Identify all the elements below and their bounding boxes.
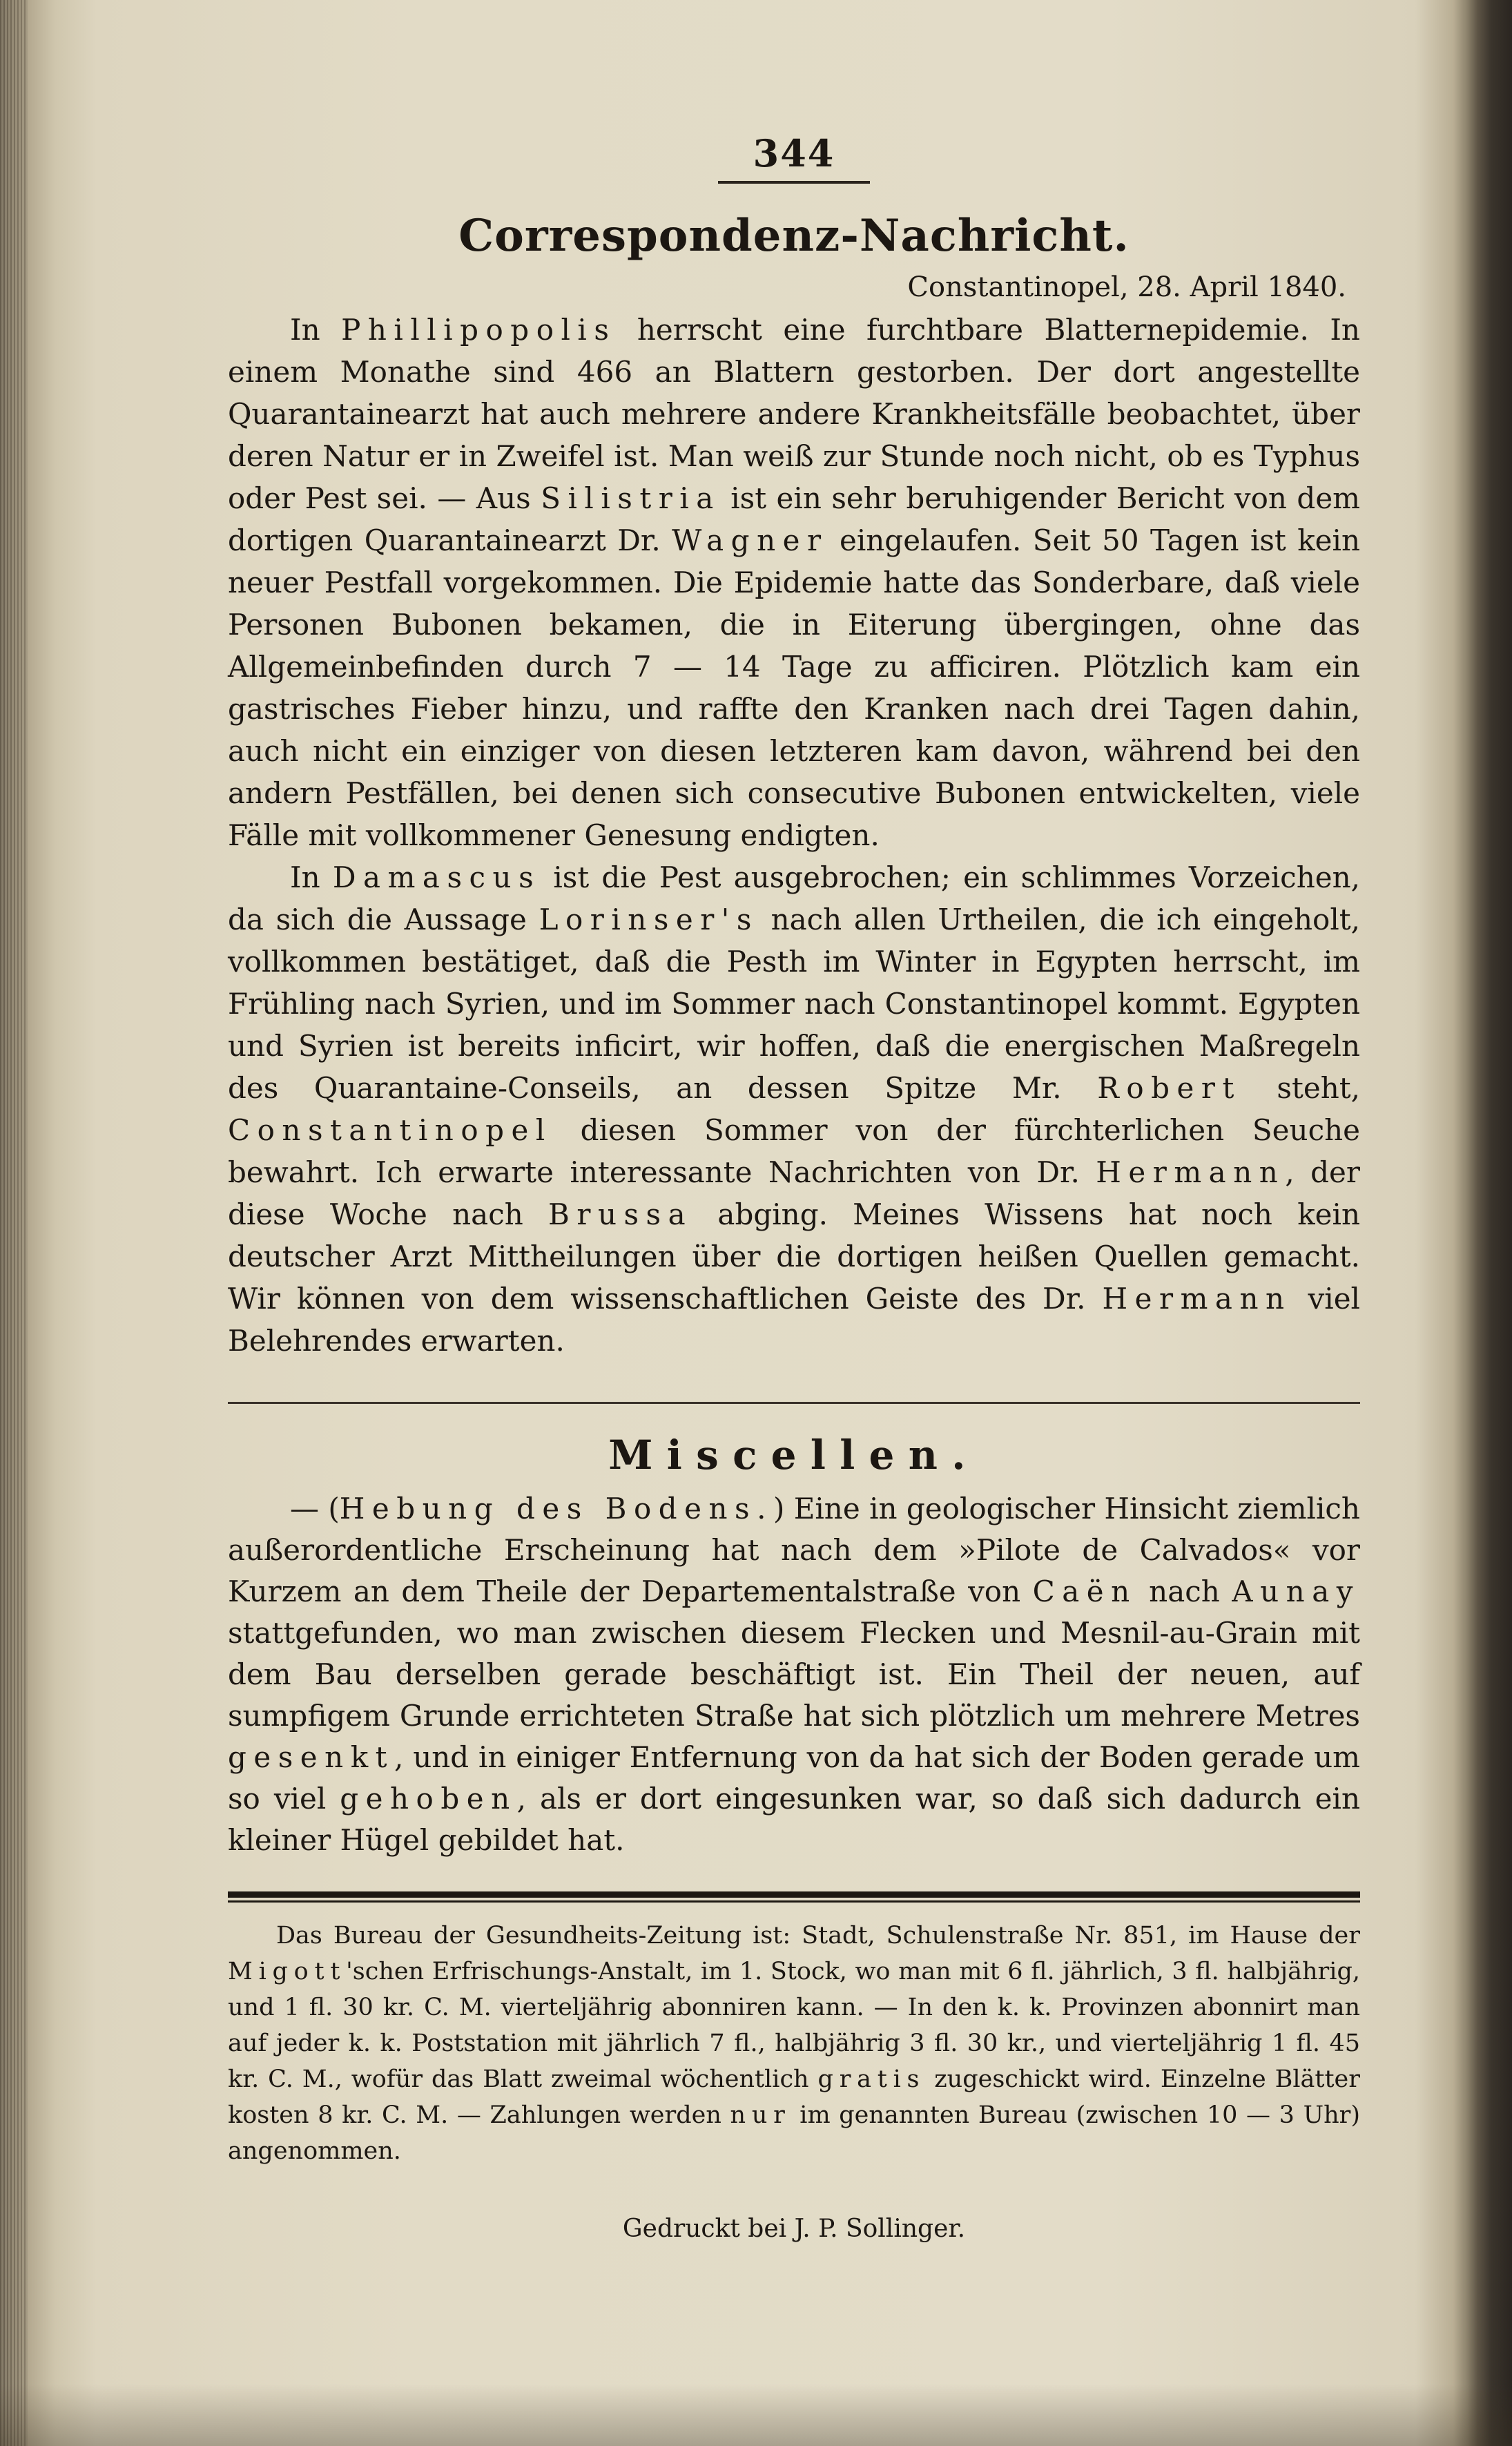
footer-thick-rule bbox=[228, 1891, 1360, 1898]
spaced-name-lorinser: Lorinser's bbox=[539, 903, 759, 936]
text-run: ist die Pest ausgebrochen; ein schlimmes Vorzeichen, da sich die Aussage bbox=[228, 860, 1361, 936]
miscellen-paragraph bbox=[228, 1488, 1360, 1861]
miscellen-title: Miscellen. bbox=[608, 1432, 980, 1479]
spaced-name-damascus: Damascus bbox=[332, 860, 541, 894]
article-dateline: Constantinopel, 28. April 1840. bbox=[907, 271, 1346, 303]
text-run: , der diese Woche nach bbox=[228, 1155, 1360, 1231]
text-run: , als er dort eingesunken war, so daß sich dadurch ein kleiner Hügel gebildet hat. bbox=[228, 1782, 1360, 1857]
text-run: im genannten Bureau (zwischen 10 — 3 Uhr) angenommen. bbox=[228, 2101, 1360, 2165]
subscription-paragraph bbox=[228, 1918, 1360, 2169]
text-run: steht, bbox=[1241, 1071, 1360, 1105]
text-run: abging. Meines Wissens hat noch kein deutscher Arzt Mittheilungen über die dortigen heißen Quellen gemacht. Wir können von dem wissenschaftlichen Geiste des Dr. bbox=[228, 1197, 1360, 1316]
article-body bbox=[228, 309, 1360, 1362]
text-run: nach bbox=[1136, 1575, 1232, 1608]
spaced-word-nur: nur bbox=[730, 2101, 791, 2129]
text-run: nach allen Urtheilen, die ich eingeholt, vollkommen bestätiget, daß die Pesth im Winter in Egypten herrscht, im Frühling nach Syrien, und im Sommer nach Constantinopel kommt. Egypten und Syrien ist bereits inficirt, wir hoffen, daß die energischen Maßregeln des Quarantaine-Conseils, an dessen Spitze Mr. bbox=[228, 903, 1360, 1105]
spaced-name-hermann: Hermann bbox=[1096, 1155, 1286, 1189]
text-run: ) Eine in geologischer Hinsicht ziemlich außerordentliche Erscheinung hat nach dem »Pilote de Calvados« vor Kurzem an dem Theile der Departementalstraße von bbox=[228, 1492, 1360, 1608]
bottom-shadow bbox=[0, 2384, 1512, 2446]
spaced-name-robert: Robert bbox=[1097, 1071, 1241, 1105]
spaced-name-phillipopolis: Phillipopolis bbox=[341, 313, 617, 347]
text-run: , und in einiger Entfernung von da hat sich der Boden gerade um so viel bbox=[228, 1740, 1360, 1816]
footer-thin-rule bbox=[228, 1900, 1360, 1903]
subscription-notice bbox=[228, 1918, 1360, 2169]
spaced-word-gratis: gratis bbox=[817, 2065, 926, 2093]
spaced-heading-hebung: Hebung des Bodens. bbox=[339, 1492, 773, 1525]
spaced-name-brussa: Brussa bbox=[548, 1197, 693, 1231]
page-number: 344 bbox=[718, 131, 870, 184]
text-run: zugeschickt wird. Einzelne Blätter kosten 8 kr. C. M. — Zahlungen werden bbox=[228, 2065, 1361, 2129]
spaced-name-wagner: Wagner bbox=[672, 523, 828, 557]
page-edge-stack bbox=[0, 0, 28, 2446]
spaced-name-silistria: Silistria bbox=[541, 481, 721, 515]
spaced-word-gesenkt: gesenkt bbox=[228, 1740, 395, 1774]
text-run: — ( bbox=[290, 1492, 340, 1525]
text-run: 'schen Erfrischungs-Anstalt, im 1. Stock, wo man mit 6 fl. jährlich, 3 fl. halbjährig, und 1 fl. 30 kr. C. M. vierteljährig abonniren kann. — In den k. k. Provinzen abonnirt man auf jeder k. k. Poststation mit jährlich 7 fl., halbjährig 3 fl. 30 kr., und vierteljährig 1 fl. 45 kr. C. M., wofür das Blatt zweimal wöchentlich bbox=[228, 1958, 1360, 2093]
section-divider bbox=[228, 1402, 1360, 1404]
spaced-name-aunay: Aunay bbox=[1232, 1575, 1360, 1608]
text-run: Das Bureau der Gesundheits-Zeitung ist: Stadt, Schulenstraße Nr. 851, im Hause der bbox=[276, 1922, 1360, 1949]
text-run: In bbox=[290, 313, 342, 347]
text-run: stattgefunden, wo man zwischen diesem Flecken und Mesnil-au-Grain mit dem Bau derselben gerade beschäftigt ist. Ein Theil der neuen, auf sumpfigem Grunde errichteten Straße hat sich plötzlich um mehrere Metres bbox=[228, 1616, 1360, 1733]
article-paragraph-2 bbox=[228, 856, 1360, 1362]
article-paragraph-1 bbox=[228, 309, 1360, 856]
text-run: diesen Sommer von der fürchterlichen Seuche bewahrt. Ich erwarte interessante Nachrichten von Dr. bbox=[228, 1113, 1360, 1189]
text-run: eingelaufen. Seit 50 Tagen ist kein neuer Pestfall vorgekommen. Die Epidemie hatte das Sonderbare, daß viele Personen Bubonen bekamen, die in Eiterung übergingen, ohne das Allgemeinbefinden durch 7 — 14 Tage zu afficiren. Plötzlich kam ein gastrisches Fieber hinzu, und raffte den Kranken nach drei Tagen dahin, auch nicht ein einziger von diesen letzteren kam davon, während bei den andern Pestfällen, bei denen sich consecutive Bubonen entwickelten, viele Fälle mit vollkommener Genesung endigten. bbox=[228, 523, 1360, 852]
spaced-name-migott: Migott bbox=[228, 1958, 347, 1985]
spaced-name-caen: Caën bbox=[1032, 1575, 1137, 1608]
page-content bbox=[228, 131, 1360, 2243]
printer-imprint: Gedruckt bei J. P. Sollinger. bbox=[622, 2215, 966, 2243]
text-run: herrscht eine furchtbare Blatternepidemie. In einem Monathe sind 466 an Blattern gestorben. Der dort angestellte Quarantainearzt hat auch mehrere andere Krankheitsfälle beobachtet, über deren Natur er in Zweifel ist. Man weiß zur Stunde noch nicht, ob es Typhus oder Pest sei. — Aus bbox=[228, 313, 1360, 515]
article-title: Correspondenz-Nachricht. bbox=[458, 210, 1130, 262]
spaced-word-gehoben: gehoben bbox=[340, 1782, 517, 1816]
spaced-name-constantinopel: Constantinopel bbox=[228, 1113, 552, 1147]
miscellen-body bbox=[228, 1488, 1360, 1861]
text-run: ist ein sehr beruhigender Bericht von dem dortigen Quarantainearzt Dr. bbox=[228, 481, 1360, 557]
text-run: viel Belehrendes erwarten. bbox=[228, 1282, 1360, 1358]
spaced-name-hermann: Hermann bbox=[1102, 1282, 1292, 1316]
text-run: In bbox=[290, 860, 333, 894]
